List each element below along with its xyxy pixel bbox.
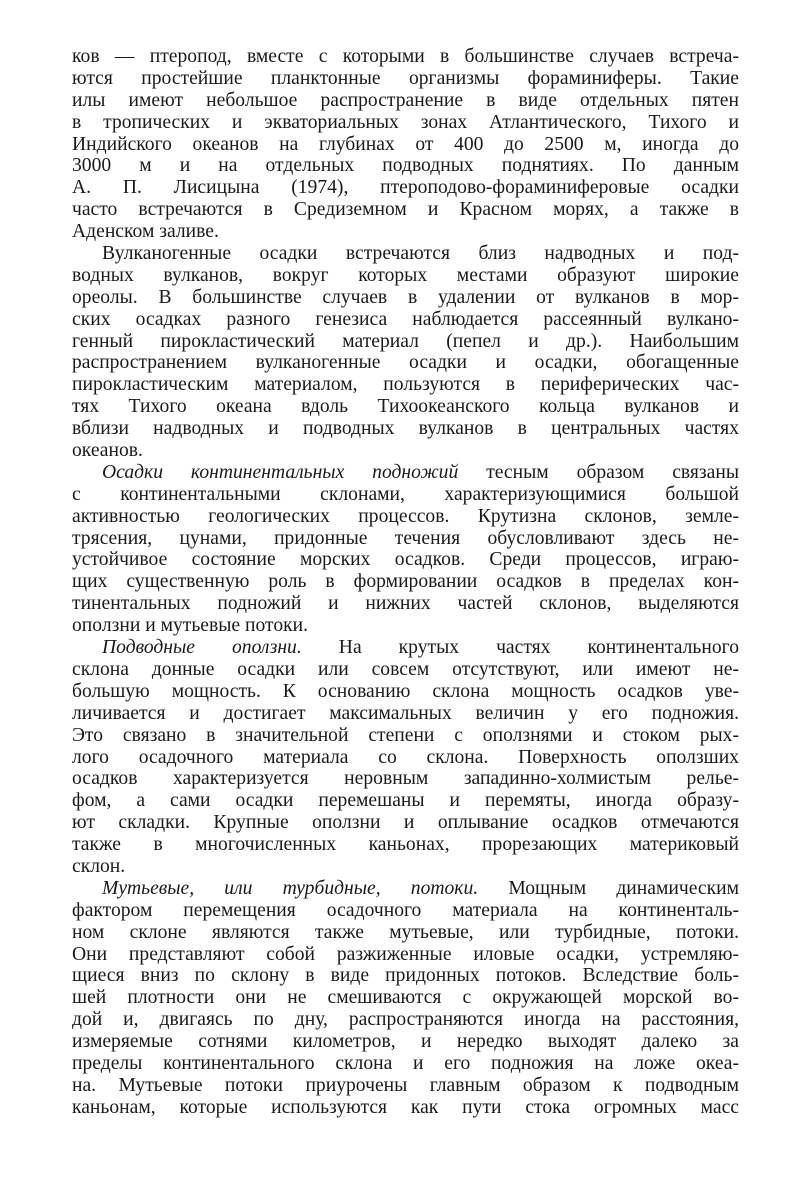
text-line: пирокластическим материалом, пользуются в периферических час- [72,374,739,396]
text-line: Аденском заливе. [72,221,219,243]
paragraph-underwater-landslides [72,637,739,878]
text-line: тях Тихого океана вдоль Тихоокеанского кольца вулканов и [72,396,739,418]
italic-heading: Осадки континентальных подножий [102,461,459,483]
text-line: океанов. [72,440,143,462]
text-line: на. Мутьевые потоки приурочены главным образом к подводным [72,1074,739,1096]
text-line: илы имеют небольшое распространение в виде отдельных пятен [72,89,739,111]
text-line: Вулканогенные осадки встречаются близ надводных и под- [102,243,739,265]
text-line: лого осадочного материала со склона. Поверхность оползших [72,746,739,768]
text-line: шей плотности они не смешиваются с окружающей морской во- [72,987,739,1009]
text-line: тинентальных подножий и нижних частей склонов, выделяются [72,593,739,615]
text-line: фактором перемещения осадочного материала на континенталь- [72,899,739,921]
paragraph-continental-rise-sediments [72,462,739,637]
text-line: дой и, двигаясь по дну, распространяются иногда на расстояния, [72,1009,739,1031]
text-line: пределы континентального склона и его подножия на ложе океа- [72,1052,739,1074]
paragraph-turbidity-currents [72,878,739,1119]
text-line: А. П. Лисицына (1974), птероподово-фораминиферовые осадки [72,177,739,199]
text-line: устойчивое состояние морских осадков. Среди процессов, играю- [72,549,739,571]
paragraph-volcanogenic-sediments [72,243,739,462]
text-line: распространением вулканогенные осадки и осадки, обогащенные [72,352,739,374]
text-line: ют складки. Крупные оползни и оплывание осадков отмечаются [72,812,739,834]
text-line: личивается и достигает максимальных величин у его подножия. [72,702,739,724]
text-run: тесным образом связаны [458,461,739,483]
text-line [72,878,739,900]
text-run: На крутых частях континентального [301,637,739,659]
text-line: часто встречаются в Средиземном и Красном морях, а также в [72,199,739,221]
text-line [72,637,739,659]
text-line [72,462,739,484]
text-line: водных вулканов, вокруг которых местами образуют широкие [72,264,739,286]
text-line: ков — птеропод, вместе с которыми в большинстве случаев встреча- [72,46,739,67]
paragraph-pteropod-ooze [72,46,739,243]
text-line: 3000 м и на отдельных подводных поднятиях. По данным [72,155,739,177]
text-line: каньонам, которые используются как пути стока огромных масс [72,1096,739,1118]
text-line: Это связано в значительной степени с оползнями и стоком рых- [72,724,739,746]
text-line: в тропических и экваториальных зонах Атлантического, Тихого и [72,111,739,133]
text-run: Мощным динамическим [478,877,739,899]
text-line: с континентальными склонами, характеризующимися большой [72,483,739,505]
text-line: фом, а сами осадки перемешаны и перемяты, иногда образу- [72,790,739,812]
text-line: вблизи надводных и подводных вулканов в центральных частях [72,418,739,440]
italic-heading: Мутьевые, или турбидные, потоки. [102,877,479,899]
text-line: Индийского океанов на глубинах от 400 до 2500 м, иногда до [72,133,739,155]
text-line: ских осадках разного генезиса наблюдается рассеянный вулкано- [72,308,739,330]
text-line: активностью геологических процессов. Крутизна склонов, земле- [72,505,739,527]
italic-heading: Подводные оползни. [102,637,302,659]
text-line: оползни и мутьевые потоки. [72,615,309,637]
text-line: Они представляют собой разжиженные иловые осадки, устремляю- [72,943,739,965]
text-line: склон. [72,855,126,877]
text-line: ном склоне являются также мутьевые, или турбидные, потоки. [72,921,739,943]
text-line: склона донные осадки или совсем отсутствуют, или имеют не- [72,658,739,680]
text-line: измеряемые сотнями километров, и нередко выходят далеко за [72,1031,739,1053]
text-line: осадков характеризуется неровным западинно-холмистым релье- [72,768,739,790]
text-line: ются простейшие планктонные организмы фораминиферы. Такие [72,67,739,89]
text-line: ореолы. В большинстве случаев в удалении от вулканов в мор- [72,286,739,308]
text-line: также в многочисленных каньонах, прорезающих материковый [72,834,739,856]
text-line: генный пирокластический материал (пепел и др.). Наибольшим [72,330,739,352]
text-line: трясения, цунами, придонные течения обусловливают здесь не- [72,527,739,549]
text-line: щих существенную роль в формировании осадков в пределах кон- [72,571,739,593]
text-line: щиеся вниз по склону в виде придонных потоков. Вследствие боль- [72,965,739,987]
text-line: большую мощность. К основанию склона мощность осадков уве- [72,680,739,702]
